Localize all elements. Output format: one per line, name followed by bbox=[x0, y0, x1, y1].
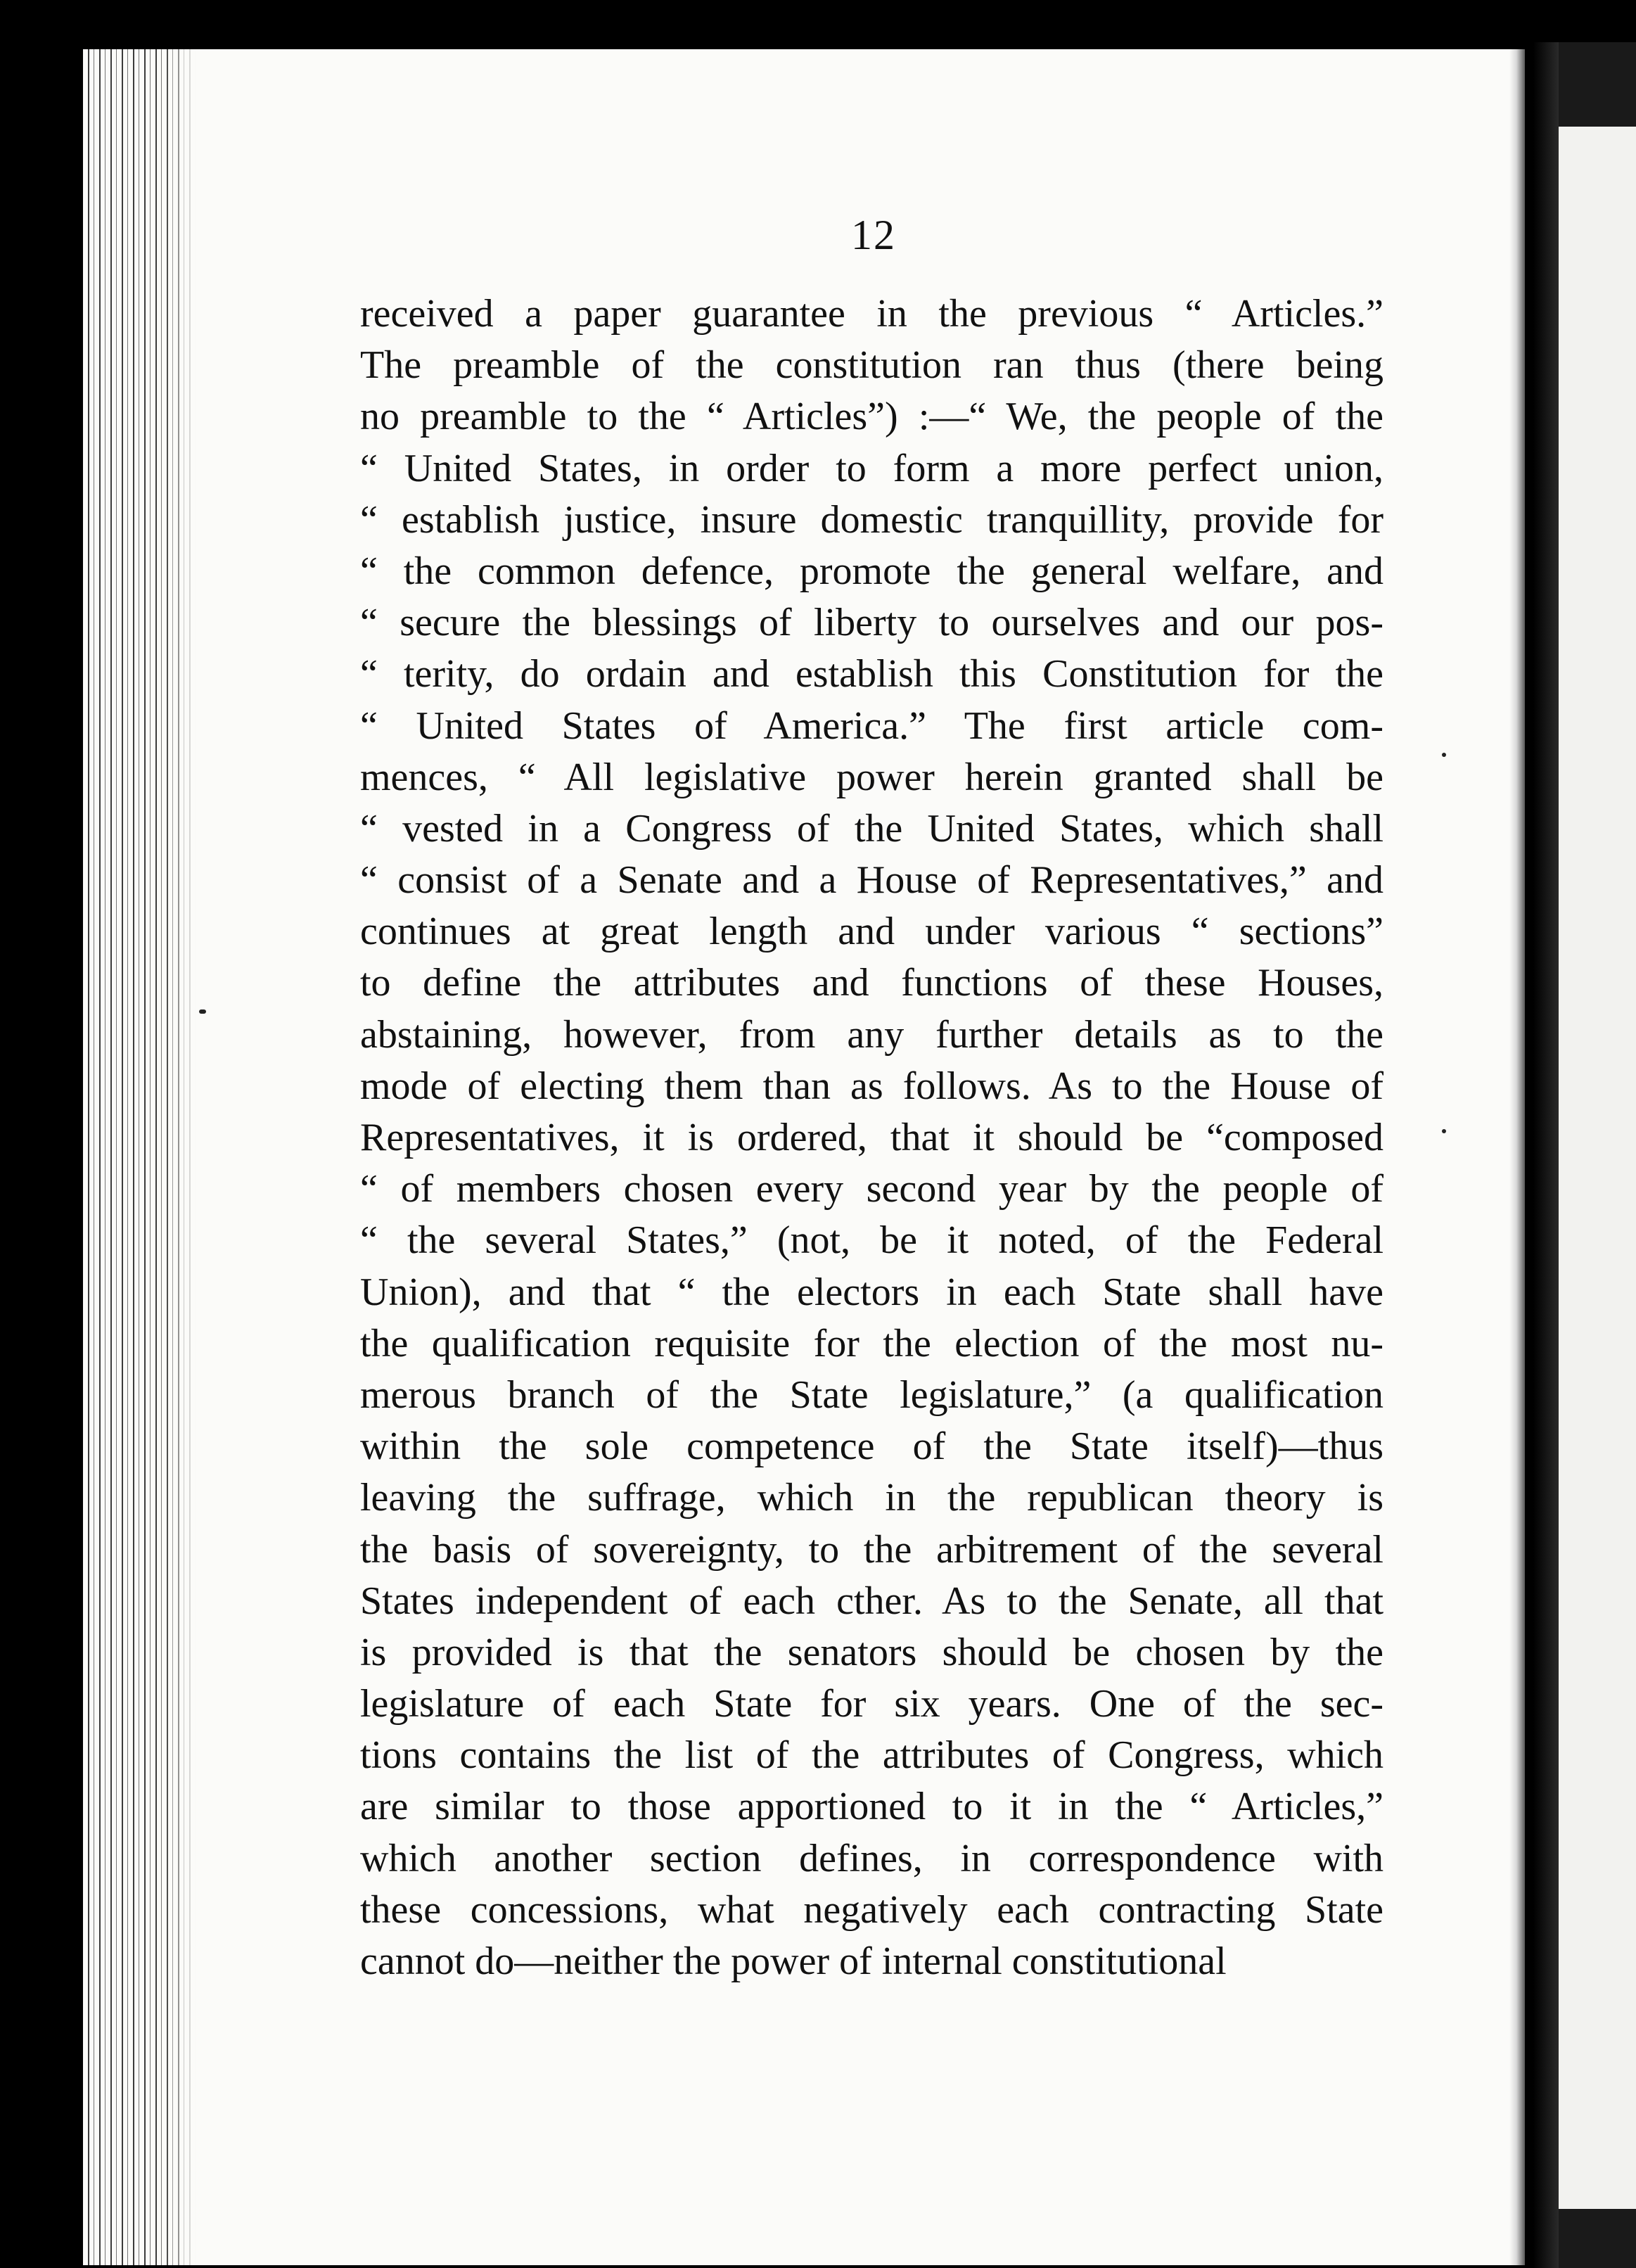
text-line: are similar to those apportioned to it in the “ Articles,” bbox=[360, 1785, 1383, 1829]
scan-speck bbox=[199, 1009, 206, 1014]
text-line: States independent of each cther. As to the Senate, all that bbox=[360, 1579, 1383, 1623]
text-line: received a paper guarantee in the previous “ Articles.” bbox=[360, 292, 1383, 336]
text-line: mences, “ All legislative power herein granted shall be bbox=[360, 755, 1383, 799]
text-line: cannot do—neither the power of internal constitutional bbox=[360, 1939, 1227, 1983]
page-edges bbox=[83, 49, 196, 2265]
scan-speck bbox=[1442, 753, 1446, 757]
text-line: “ the several States,” (not, be it noted, of the Federal bbox=[360, 1218, 1383, 1263]
text-line: “ vested in a Congress of the United States, which shall bbox=[360, 806, 1383, 850]
page-number: 12 bbox=[851, 212, 896, 258]
text-line: merous branch of the State legislature,” (a qualification bbox=[360, 1372, 1383, 1417]
text-line: leaving the suffrage, which in the republican theory is bbox=[360, 1476, 1383, 1520]
text-line: tions contains the list of the attributes of Congress, which bbox=[360, 1733, 1383, 1778]
text-line: abstaining, however, from any further details as to the bbox=[360, 1012, 1383, 1057]
text-line: “ of members chosen every second year by the people of bbox=[360, 1167, 1383, 1211]
facing-page-edge bbox=[1533, 42, 1636, 2268]
text-line: the qualification requisite for the election of the most nu- bbox=[360, 1321, 1383, 1365]
text-line: these concessions, what negatively each contracting State bbox=[360, 1887, 1383, 1932]
text-line: within the sole competence of the State itself)—thus bbox=[360, 1425, 1383, 1469]
text-line: The preamble of the constitution ran thus (there being bbox=[360, 343, 1383, 388]
text-line: Union), and that “ the electors in each State shall have bbox=[360, 1270, 1383, 1314]
text-line: no preamble to the “ Articles”) :—“ We, the people of the bbox=[360, 395, 1383, 439]
text-line: which another section defines, in correspondence with bbox=[360, 1836, 1383, 1880]
text-line: “ terity, do ordain and establish this Constitution for the bbox=[360, 652, 1383, 696]
text-line: mode of electing them than as follows. As to the House of bbox=[360, 1064, 1383, 1108]
text-line: the basis of sovereignty, to the arbitrement of the several bbox=[360, 1527, 1383, 1572]
text-line: “ consist of a Senate and a House of Representatives,” and bbox=[360, 858, 1383, 903]
text-line: “ establish justice, insure domestic tranquillity, provide for bbox=[360, 497, 1383, 542]
scan-speck bbox=[1442, 1129, 1446, 1133]
text-line: is provided is that the senators should be chosen by the bbox=[360, 1630, 1383, 1674]
text-line: “ the common defence, promote the general welfare, and bbox=[360, 549, 1383, 593]
text-line: “ United States, in order to form a more perfect union, bbox=[360, 446, 1383, 490]
text-line: legislature of each State for six years. One of the sec- bbox=[360, 1682, 1383, 1726]
body-text bbox=[360, 288, 1383, 1987]
text-line: “ United States of America.” The first article com- bbox=[360, 703, 1383, 748]
text-line: “ secure the blessings of liberty to ourselves and our pos- bbox=[360, 601, 1383, 645]
text-line: to define the attributes and functions of these Houses, bbox=[360, 961, 1383, 1005]
text-line: continues at great length and under various “ sections” bbox=[360, 910, 1383, 954]
text-line: Representatives, it is ordered, that it should be “composed bbox=[360, 1116, 1383, 1159]
spine-shadow bbox=[1509, 49, 1525, 2265]
